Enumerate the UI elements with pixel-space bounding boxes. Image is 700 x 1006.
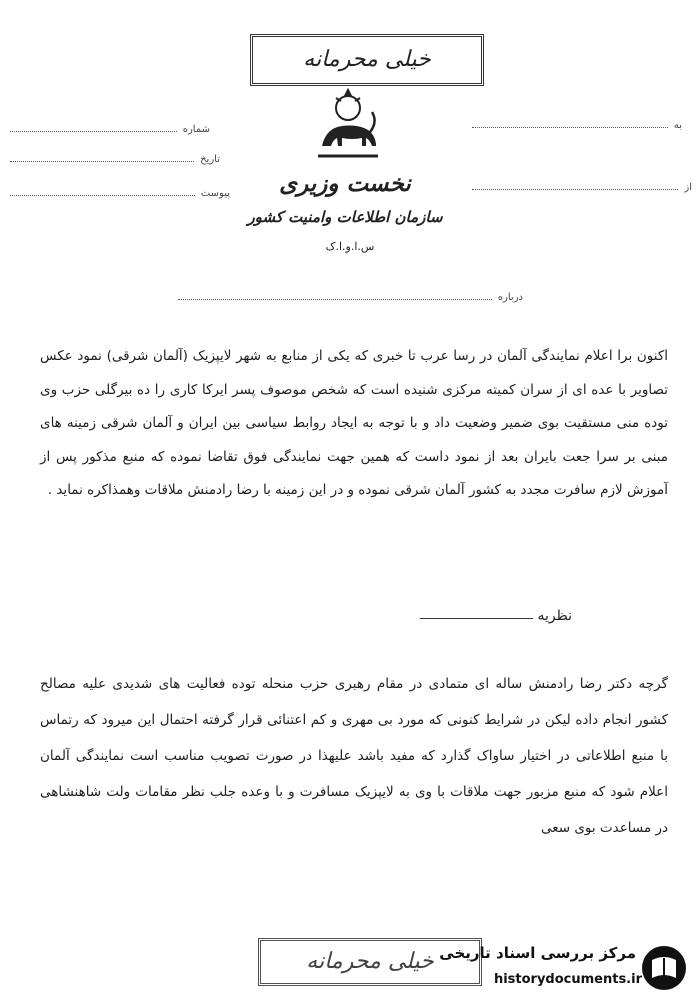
archive-watermark [430, 938, 692, 998]
attachment-field [10, 188, 230, 199]
number-field [10, 124, 210, 135]
recipient-field [472, 120, 682, 131]
number-dotted-line [10, 130, 177, 132]
sender-label: از [684, 182, 692, 193]
opinion-underline [420, 618, 533, 619]
classification-text: خیلی محرمانه [303, 47, 431, 72]
sender-dotted-line [472, 188, 678, 190]
body-paragraph-1: اکنون برا اعلام نمایندگی آلمان در رسا عرب تا خبری که یکی از منابع به شهر لایپزیک (آلمان شرقی) نمود عکس تصاویر با عده ای از سران کمیته مرکزی شنیده است که شخص موصوف پسر ایرکا کاری را ده بیرگلی حزب وی توده منی مستقیت بوی ضمیر وضعیت داد و با توجه به ایجاد روابط سیاسی بین ایران و آلمان شرقی زمینه های مبنی بر سرا جعت بایران بعد از نمود داست که همین جهت نمایندگی فوق تقاضا نموده که منبع مذکور پس از آموزش لازم سافرت مجدد به کشور آلمان شرقی نموده و در این زمینه با رضا رادمنش ملاقات وهمذاکره نماید . [40, 348, 668, 498]
sender-field [472, 182, 692, 193]
subject-dotted-line [178, 298, 492, 300]
attachment-label: پیوست [200, 188, 230, 199]
lion-and-sun-emblem-icon [308, 86, 388, 166]
recipient-label: به [673, 120, 682, 131]
date-field [10, 154, 220, 165]
archive-logo-icon [640, 944, 688, 992]
organization-code: س.ا.و.ا.ک [325, 240, 375, 253]
opinion-label: نظریه [537, 608, 572, 624]
classification-stamp-top [250, 34, 484, 86]
subject-field [178, 292, 523, 303]
body-paragraph-2: گرچه دکتر رضا رادمنش ساله ای متمادی در مقام رهبری حزب منحله توده فعالیت های شدیدی علیه مصالح کشور انجام داده لیکن در شرایط کنونی که مورد بی مهری و کم اعتنائی قرار گرفته احتمال این میرود که رتماس با منبع اطلاعاتی در اختیار ساواک گذارد که مفید باشد علیهذا در صورت تصویب مناسب است نمایندگی آلمان اعلام شود که منبع مزبور جهت ملاقات با وی به لایپزیک مسافرت و با وعده جلب نظر مقامات ولت شاهنشاهی در مساعدت بوی سعی [40, 676, 668, 836]
organization-title: سازمان اطلاعات وامنیت کشور [247, 208, 443, 226]
number-label: شماره [182, 124, 210, 135]
classification-text: خیلی محرمانه [306, 949, 434, 974]
recipient-dotted-line [472, 126, 668, 128]
watermark-title: مرکز بررسی اسناد تاریخی [439, 944, 636, 962]
date-label: تاریخ [200, 154, 220, 165]
attachment-dotted-line [10, 194, 195, 196]
opinion-heading [420, 608, 572, 624]
watermark-url: historydocuments.ir [493, 972, 642, 987]
subject-label: درباره [497, 292, 523, 303]
date-dotted-line [10, 160, 194, 162]
ministry-title: نخست وزیری [279, 170, 411, 197]
